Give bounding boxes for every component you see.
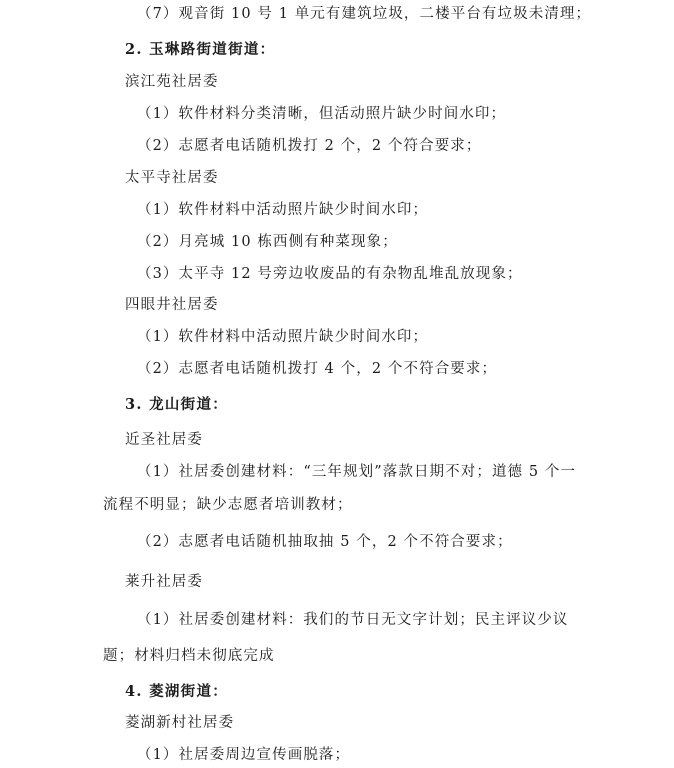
text-line: （2）月亮城 10 栋西侧有种菜现象； bbox=[137, 234, 398, 250]
committee-name: 菱湖新村社居委 bbox=[125, 715, 235, 731]
text-line: （2）志愿者电话随机拨打 2 个，2 个符合要求； bbox=[137, 138, 482, 154]
text-line: （1）社居委创建材料：“三年规划”落款日期不对；道德 5 个一 bbox=[137, 464, 577, 480]
committee-name: 近圣社居委 bbox=[125, 432, 203, 448]
text-line: （1）社居委周边宣传画脱落； bbox=[137, 747, 351, 763]
section-heading: 2. 玉琳路街道街道： bbox=[125, 41, 276, 58]
committee-name: 太平寺社居委 bbox=[125, 170, 219, 186]
text-line: （7）观音街 10 号 1 单元有建筑垃圾，二楼平台有垃圾未清理； bbox=[137, 6, 592, 22]
text-line: （1）软件材料中活动照片缺少时间水印； bbox=[137, 329, 429, 345]
committee-name: 四眼井社居委 bbox=[125, 297, 219, 313]
committee-name: 莱升社居委 bbox=[125, 574, 203, 590]
committee-name: 滨江苑社居委 bbox=[125, 74, 219, 90]
text-line: （2）志愿者电话随机拨打 4 个，2 个不符合要求； bbox=[137, 361, 498, 377]
text-line: （1）软件材料中活动照片缺少时间水印； bbox=[137, 202, 429, 218]
section-heading: 4. 菱湖街道： bbox=[125, 683, 229, 700]
text-line: （1）社居委创建材料：我们的节日无文字计划；民主评议少议 bbox=[137, 612, 569, 628]
text-line: （1）软件材料分类清晰，但活动照片缺少时间水印； bbox=[137, 106, 507, 122]
text-line: 流程不明显；缺少志愿者培训教材； bbox=[103, 497, 353, 513]
section-heading: 3. 龙山街道： bbox=[125, 396, 229, 413]
text-line: 题；材料归档未彻底完成 bbox=[103, 648, 275, 664]
text-line: （2）志愿者电话随机抽取抽 5 个，2 个不符合要求； bbox=[137, 534, 513, 550]
text-line: （3）太平寺 12 号旁边收废品的有杂物乱堆乱放现象； bbox=[137, 266, 523, 282]
